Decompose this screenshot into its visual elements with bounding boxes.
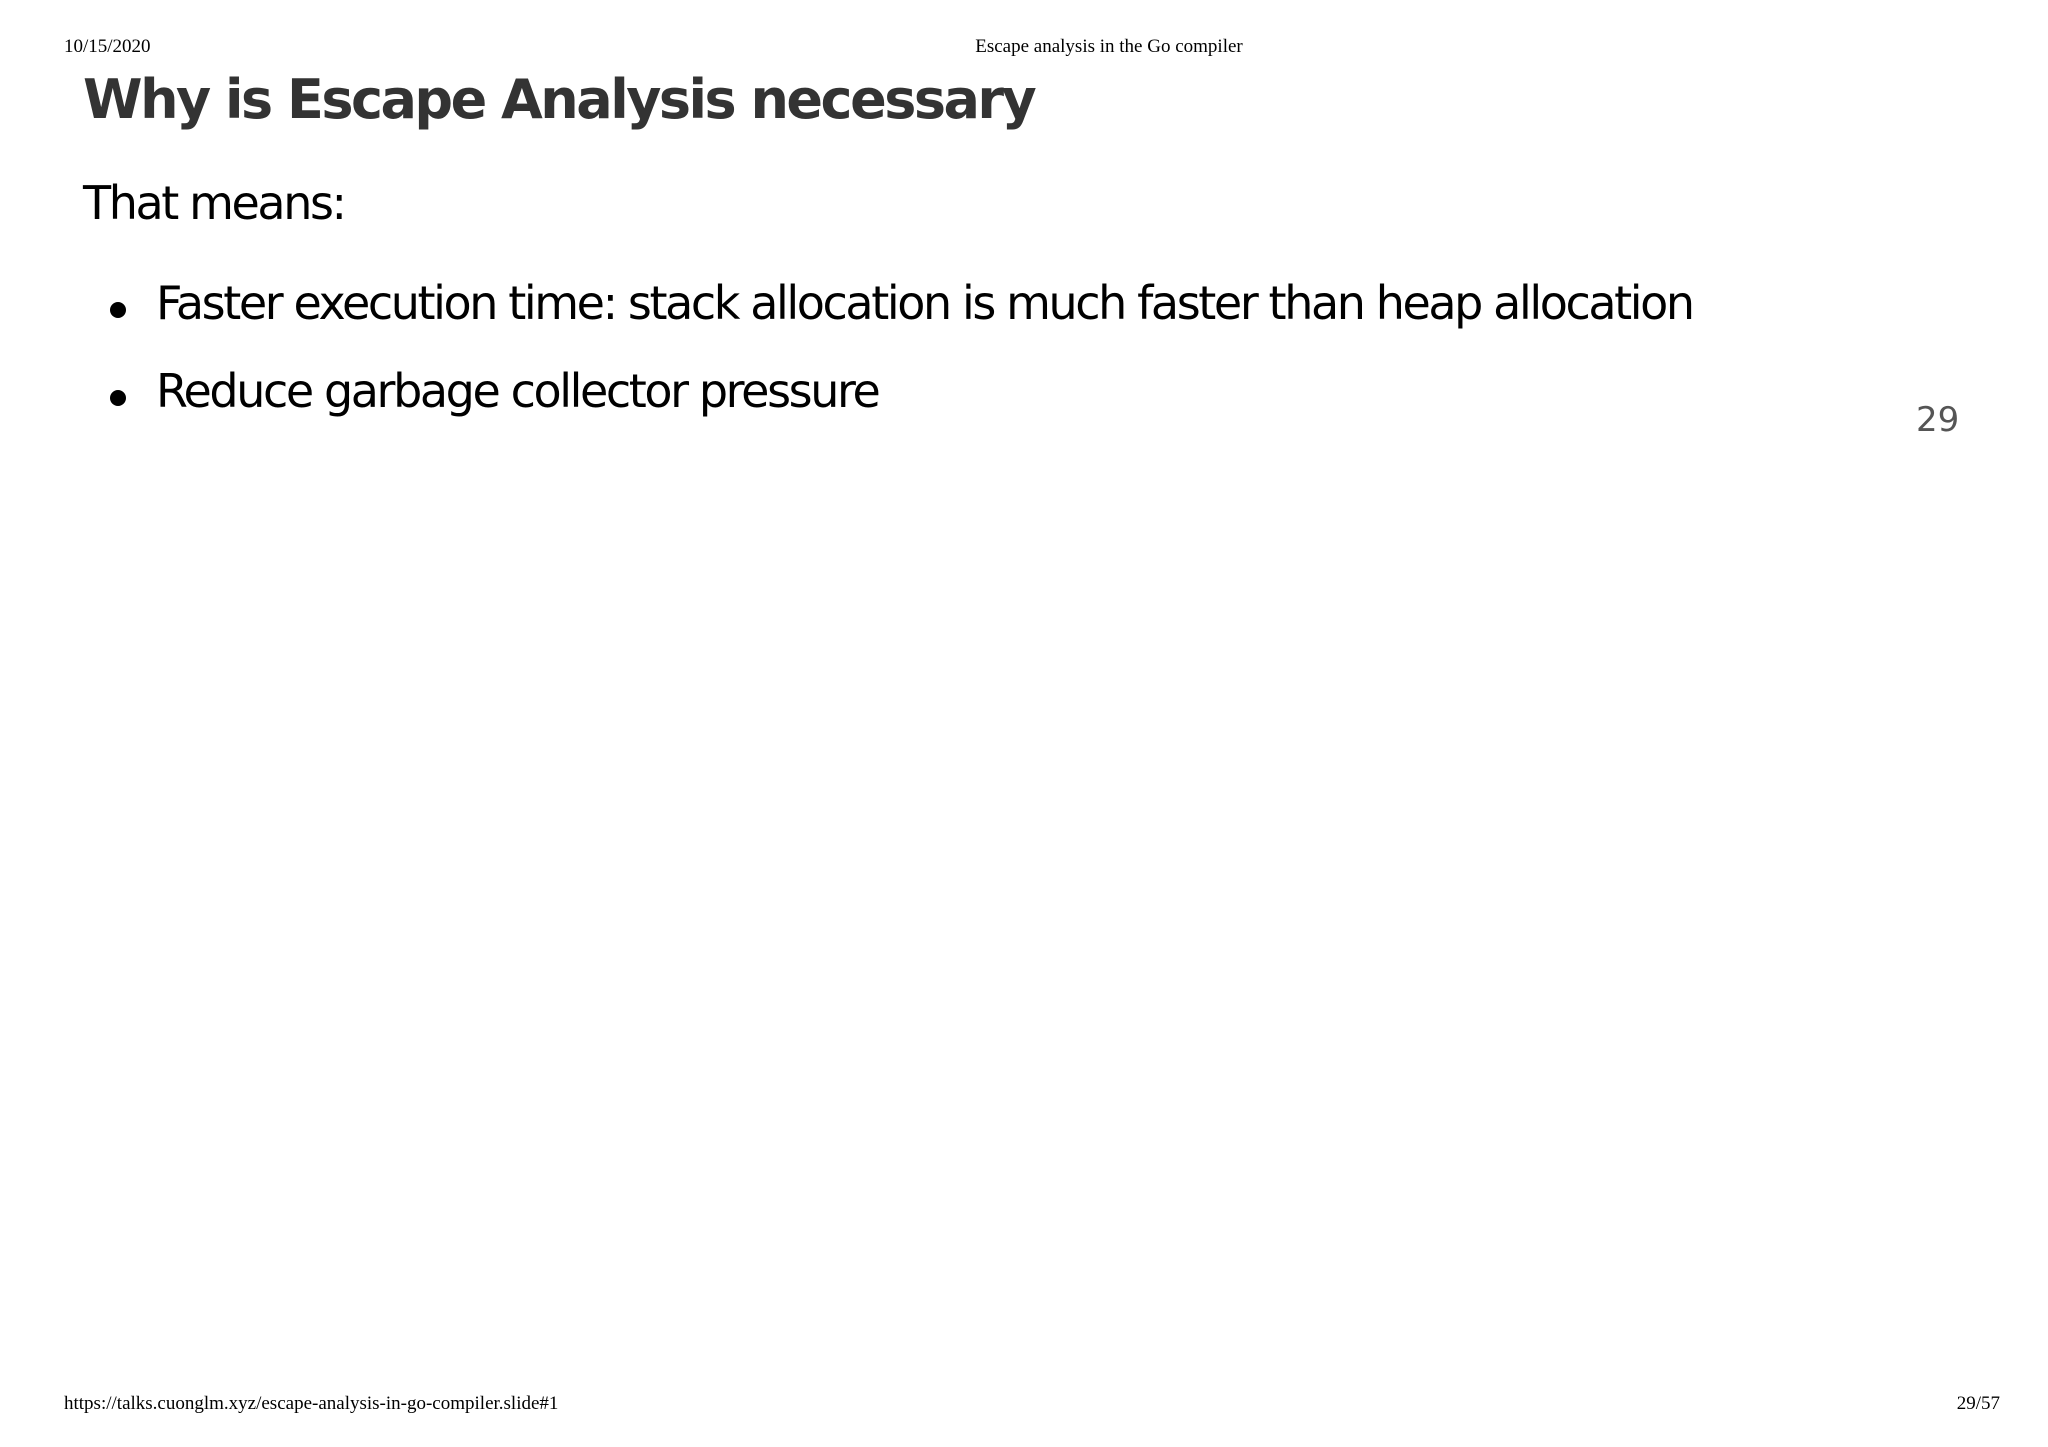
bullet-dot-icon xyxy=(110,390,126,406)
print-footer-page-count: 29/57 xyxy=(1956,1393,2000,1414)
slide-number: 29 xyxy=(1916,400,1960,440)
slide-intro-text: That means: xyxy=(83,176,345,230)
bullet-dot-icon xyxy=(110,302,126,318)
slide xyxy=(0,60,2048,460)
bullet-text: Faster execution time: stack allocation is much faster than heap allocation xyxy=(156,276,1693,330)
print-header-date: 10/15/2020 xyxy=(64,36,151,57)
bullet-text: Reduce garbage collector pressure xyxy=(156,364,879,418)
print-footer-url: https://talks.cuonglm.xyz/escape-analysis-in-go-compiler.slide#1 xyxy=(64,1393,559,1414)
slide-title: Why is Escape Analysis necessary xyxy=(83,68,1035,131)
print-header-title: Escape analysis in the Go compiler xyxy=(975,36,1243,57)
